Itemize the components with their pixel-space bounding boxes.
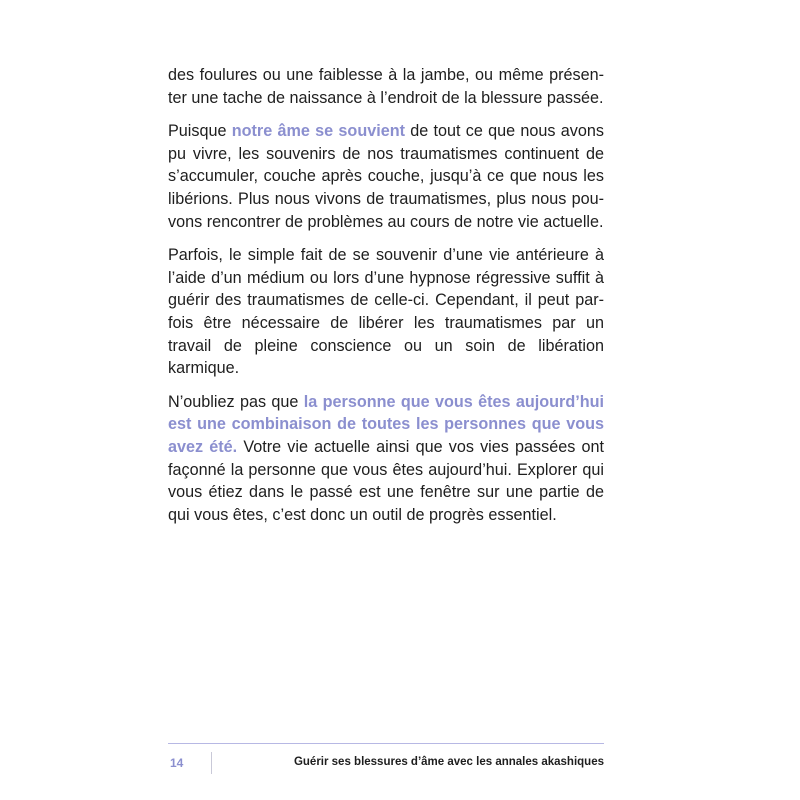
paragraph-text: des foulures ou une faiblesse à la jambe, ou même présen- ter une tache de naissance à l’endroit de la blessure passée. [168,66,604,107]
page-number: 14 [170,756,184,770]
page-footer [168,752,604,776]
highlighted-phrase: la personne que vous êtes aujourd’hui est une combinaison de toutes les personnes que vous avez été. [168,392,604,456]
paragraph-text: Votre vie actuelle ainsi que vos vies passées ont façonné la personne que vous êtes aujourd’hui. Explorer qui vous étiez dans le passé est une fenêtre sur une partie de qui vous êtes, c’est donc un outil de progrès essentiel. [168,437,604,524]
paragraph [168,120,604,233]
footer-divider [168,743,604,744]
paragraph-text: N’oubliez pas que [168,392,304,411]
highlighted-phrase: notre âme se souvient [231,122,405,141]
paragraph-text: Puisque [168,122,232,141]
paragraph-text: Parfois, le simple fait de se souvenir d’une vie antérieure à l’aide d’un médium ou lors d’une hypnose régressive suffit à guérir des traumatismes de celle-ci. Cependant, il peut par- fois être nécessaire de libérer les traumatismes par un travail de pleine conscience ou un soin de libération karmique. [168,246,604,378]
footer-separator [211,752,212,774]
paragraph-text: de tout ce que nous avons pu vivre, les souvenirs de nos traumatismes continuent de s’accumuler, couche après couche, jusqu’à ce que nous les libérions. Plus nous vivons de traumatismes, plus nous pou- vons rencontrer de problèmes au cours de notre vie actuelle. [168,122,604,231]
running-title: Guérir ses blessures d’âme avec les annales akashiques [293,756,604,768]
body-text [168,64,604,537]
paragraph [168,64,604,109]
paragraph [168,244,604,380]
paragraph [168,391,604,527]
